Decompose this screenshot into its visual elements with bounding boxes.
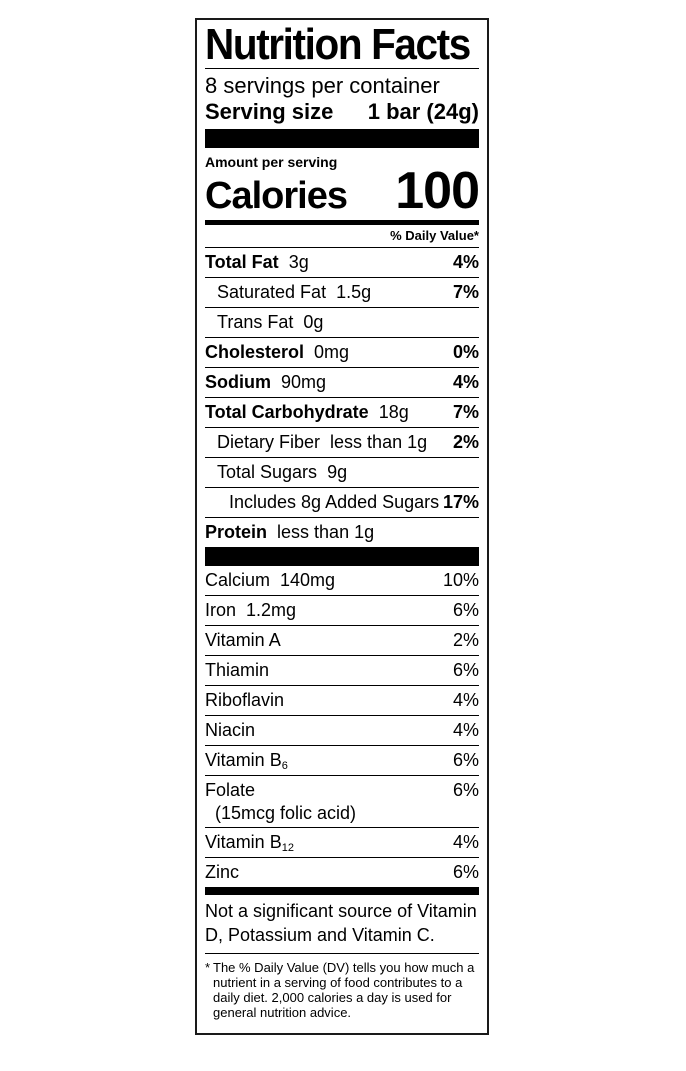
vitamin-name: Riboflavin <box>205 690 285 710</box>
nutrient-row-saturated-fat <box>205 277 479 307</box>
vitamin-subscript: 6 <box>281 759 288 772</box>
thick-divider <box>205 129 479 148</box>
nutrient-amount: less than 1g <box>330 432 428 452</box>
nutrient-row-dietary-fiber <box>205 427 479 457</box>
nutrient-dv: 7% <box>452 402 479 422</box>
vitamin-name: Calcium 140mg <box>205 570 336 590</box>
nutrient-row-protein <box>205 517 479 547</box>
vitamin-row-folate <box>205 775 479 827</box>
footnote-text: The % Daily Value (DV) tells you how much a nutrient in a serving of food contributes to a daily diet. 2,000 calories a day is used for general nutrition advice. <box>213 960 475 1020</box>
vitamin-name: Iron 1.2mg <box>205 600 297 620</box>
serving-size-value: 1 bar (24g) <box>367 99 479 124</box>
vitamin-row-niacin <box>205 715 479 745</box>
footnote-star: * <box>205 960 211 975</box>
serving-size-label: Serving size <box>205 99 334 124</box>
nutrient-name: Dietary Fiber <box>217 432 321 452</box>
vitamin-row-vitamin-a <box>205 625 479 655</box>
vitamin-dv: 6% <box>452 600 479 620</box>
vitamin-row-thiamin <box>205 655 479 685</box>
vitamin-dv: 4% <box>452 690 479 710</box>
vitamin-row-vitamin-b6 <box>205 745 479 775</box>
nutrient-dv: 4% <box>452 252 479 272</box>
nutrient-dv: 0% <box>452 342 479 362</box>
nutrient-name: Saturated Fat <box>217 282 327 302</box>
protein-name: Protein <box>205 522 268 542</box>
nutrient-name: Total Carbohydrate <box>205 402 369 422</box>
vitamin-dv: 4% <box>452 720 479 740</box>
vitamin-dv: 6% <box>452 862 479 882</box>
nutrient-name: Cholesterol <box>205 342 305 362</box>
nutrient-amount: 0g <box>303 312 324 332</box>
servings-per-container: 8 servings per container <box>205 73 440 98</box>
nutrient-row-total-sugars <box>205 457 479 487</box>
nutrient-name: Trans Fat <box>217 312 294 332</box>
vitamin-name: Niacin <box>205 720 256 740</box>
label-title: Nutrition Facts <box>205 20 470 69</box>
nutrient-name: Includes 8g Added Sugars <box>229 492 440 512</box>
vitamin-dv: 10% <box>442 570 479 590</box>
nutrient-dv: 4% <box>452 372 479 392</box>
vitamin-name: Vitamin B <box>205 749 282 770</box>
thick-divider <box>205 547 479 566</box>
vitamin-dv: 6% <box>452 750 479 770</box>
folate-detail: (15mcg folic acid) <box>215 803 357 823</box>
vitamin-row-riboflavin <box>205 685 479 715</box>
nutrient-amount: 90mg <box>281 372 327 392</box>
vitamin-name: Folate <box>205 780 256 800</box>
nutrient-row-cholesterol <box>205 337 479 367</box>
vitamin-row-iron <box>205 595 479 625</box>
vitamin-subscript: 12 <box>281 841 294 854</box>
nutrition-facts-panel <box>195 18 489 1035</box>
nutrient-row-total-carbohydrate <box>205 397 479 427</box>
daily-value-footnote <box>205 954 479 1020</box>
nutrient-row-total-fat <box>205 247 479 277</box>
vitamin-name: Zinc <box>205 862 240 882</box>
vitamin-name: Vitamin B <box>205 831 282 852</box>
nutrient-name: Total Sugars <box>217 462 318 482</box>
nutrient-amount: 18g <box>378 402 409 422</box>
vitamin-name: Vitamin A <box>205 630 281 650</box>
nutrient-dv: 2% <box>452 432 479 452</box>
nutrient-row-trans-fat <box>205 307 479 337</box>
vitamin-row-calcium <box>205 566 479 595</box>
nutrient-dv: 17% <box>442 492 479 512</box>
daily-value-header: % Daily Value* <box>390 228 479 243</box>
amount-per-serving: Amount per serving <box>205 154 338 170</box>
vitamin-row-vitamin-b12 <box>205 827 479 857</box>
nutrient-dv: 7% <box>452 282 479 302</box>
nutrient-amount: 1.5g <box>336 282 372 302</box>
vitamin-row-zinc <box>205 857 479 887</box>
not-significant-note: Not a significant source of Vitamin D, Potassium and Vitamin C. <box>205 901 477 945</box>
calories-label: Calories <box>205 175 347 217</box>
calories-value: 100 <box>395 162 479 220</box>
nutrient-name: Total Fat <box>205 252 279 272</box>
nutrient-row-added-sugars <box>205 487 479 517</box>
vitamin-name: Thiamin <box>205 660 270 680</box>
vitamin-dv: 6% <box>452 780 479 800</box>
nutrient-amount: 9g <box>327 462 348 482</box>
nutrient-amount: 3g <box>288 252 309 272</box>
nutrient-row-sodium <box>205 367 479 397</box>
nutrient-name: Sodium <box>205 372 271 392</box>
vitamin-dv: 4% <box>452 832 479 852</box>
nutrient-amount: 0mg <box>314 342 350 362</box>
serving-size-row <box>205 99 479 125</box>
protein-amount: less than 1g <box>277 522 375 542</box>
vitamin-dv: 2% <box>452 630 479 650</box>
vitamin-dv: 6% <box>452 660 479 680</box>
medium-divider <box>205 887 479 895</box>
